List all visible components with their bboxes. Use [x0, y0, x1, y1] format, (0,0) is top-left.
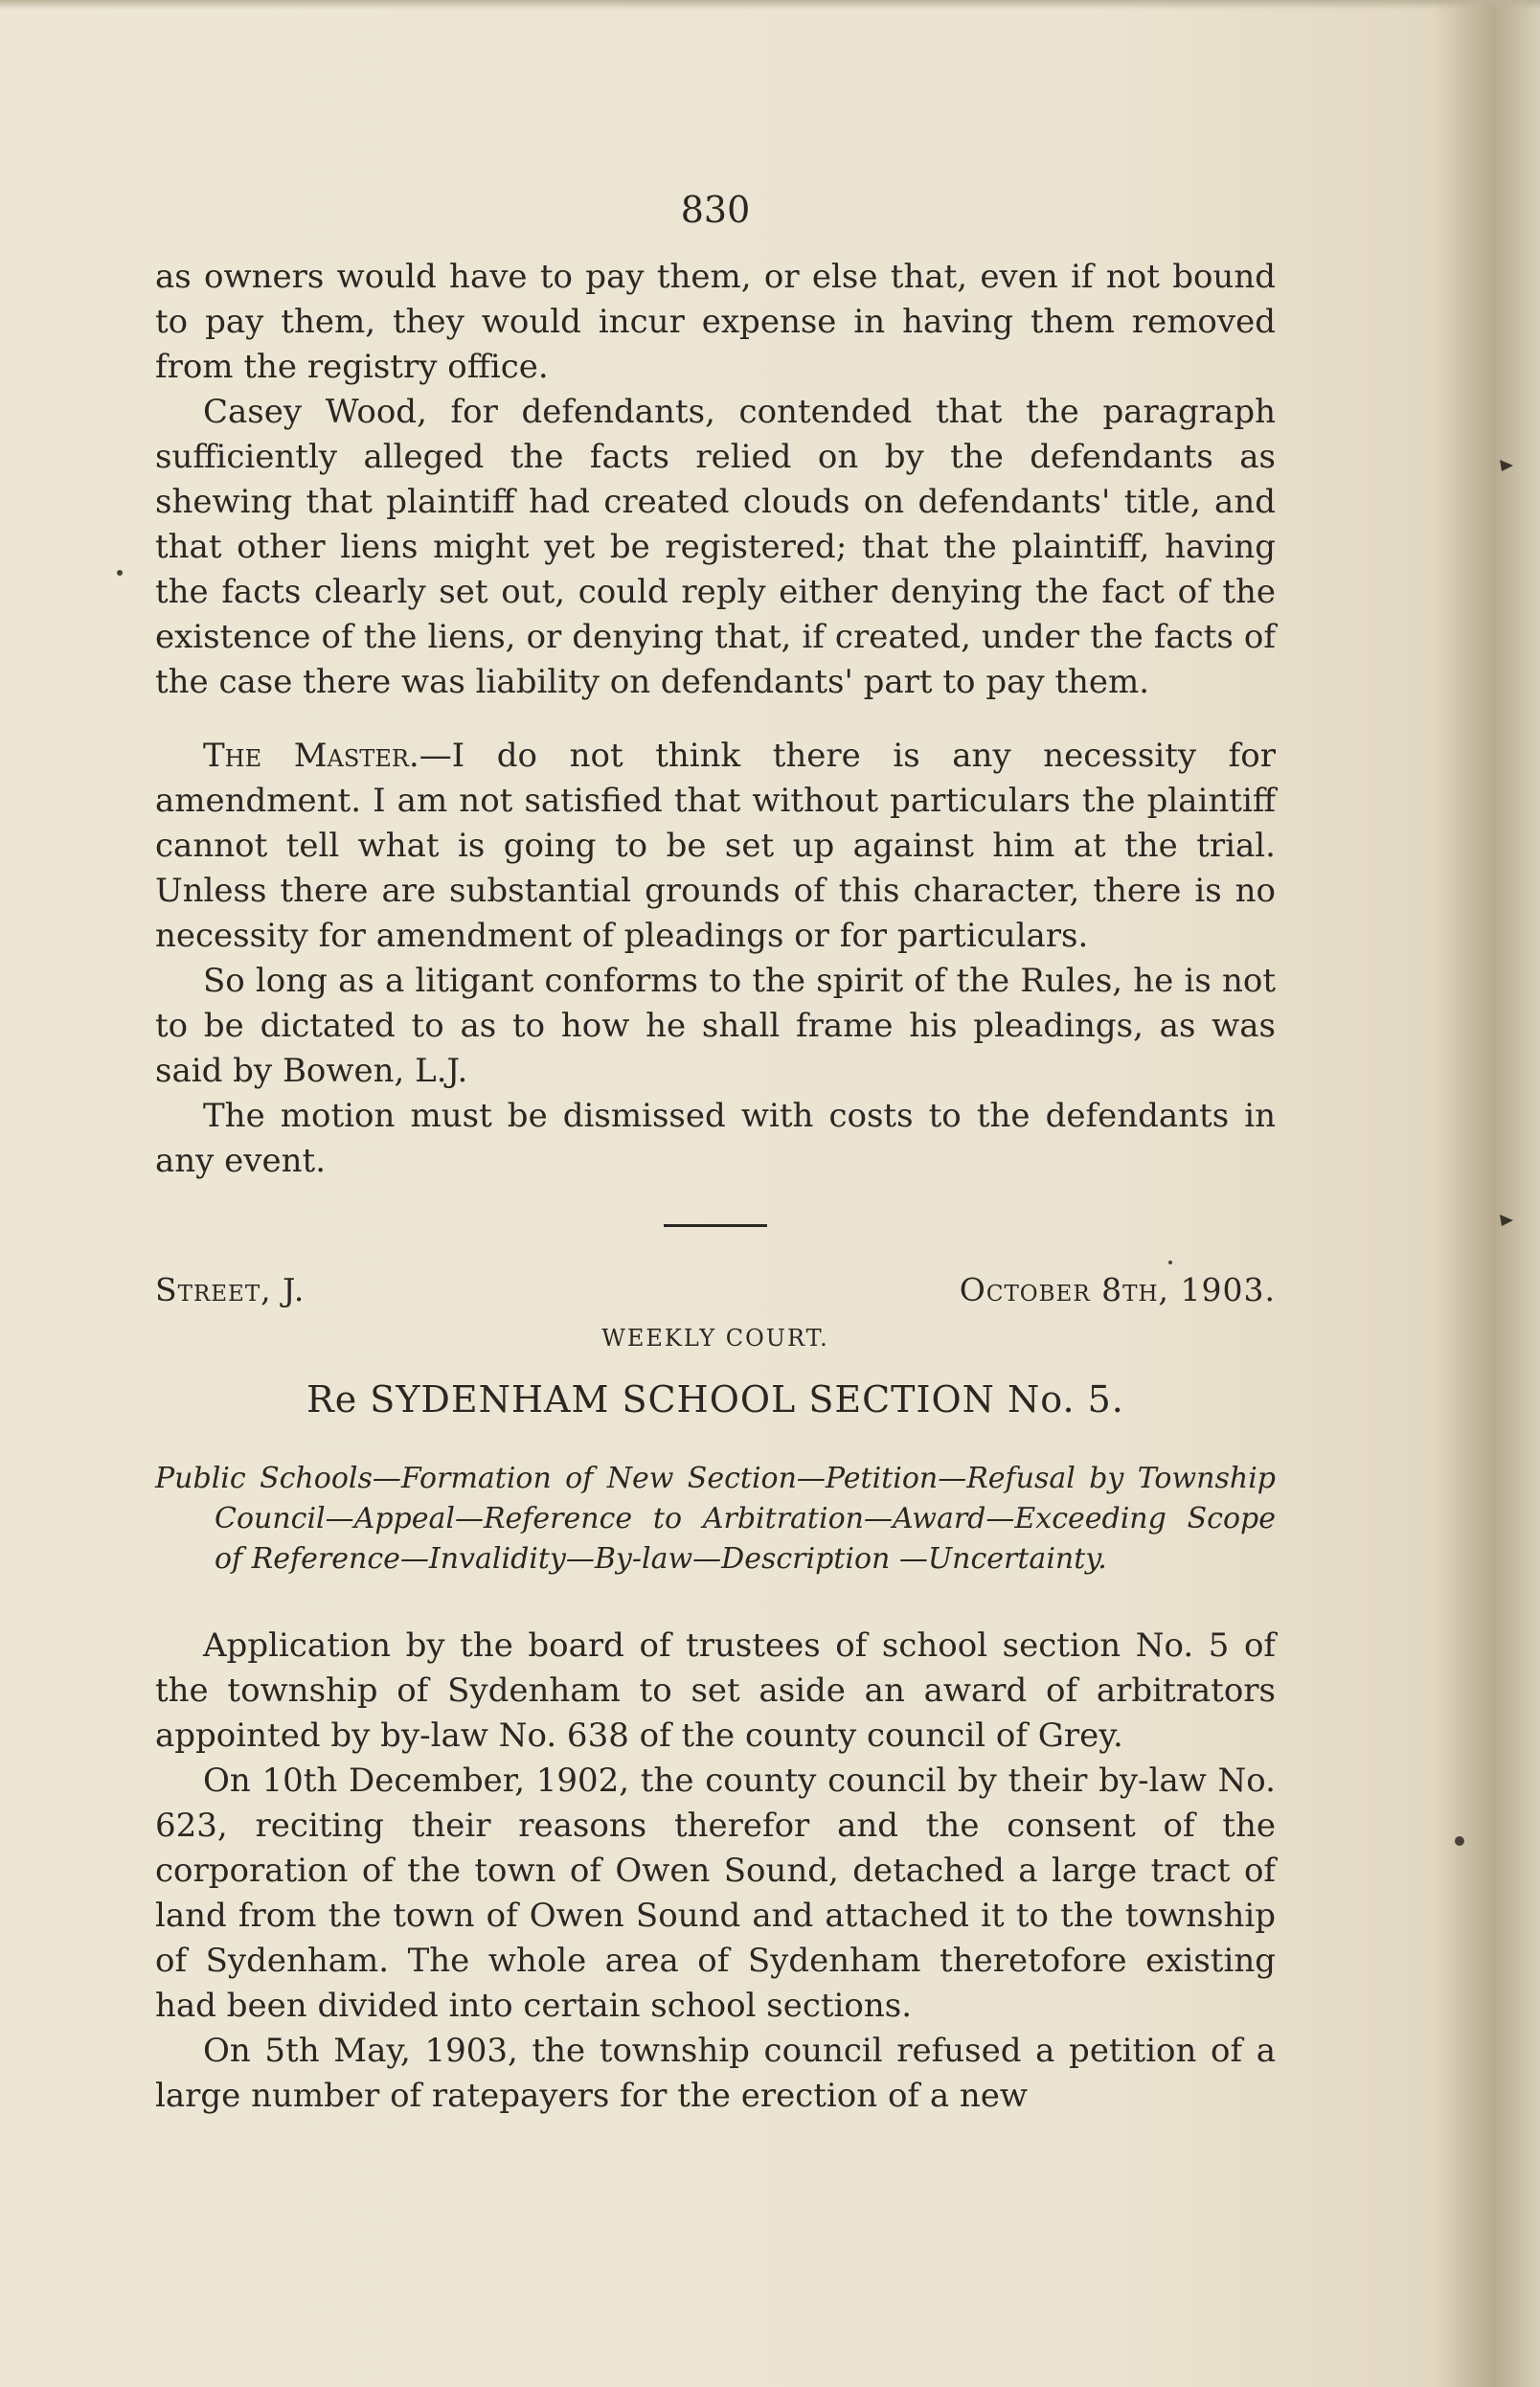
case-dateline	[155, 1269, 1276, 1311]
paragraph-motion-dismissed: The motion must be dismissed with costs to the defendants in any event.	[155, 1097, 1276, 1180]
text-column	[155, 189, 1276, 2119]
paragraph-continued: as owners would have to pay them, or else that, even if not bound to pay them, they would incur expense in having them removed from the registry office.	[155, 258, 1276, 386]
page-top-shadow	[0, 0, 1540, 10]
margin-dot	[117, 570, 123, 576]
judge-name: Street, J.	[155, 1271, 306, 1308]
speaker-name: The Master.	[203, 737, 419, 775]
section-divider	[664, 1224, 767, 1227]
page-number: 830	[680, 189, 751, 231]
paragraph-application: Application by the board of trustees of school section No. 5 of the township of Sydenham to set aside an award of arbitrators appointed by by-law No. 638 of the county council of Grey.	[155, 1626, 1276, 1755]
paragraph-master	[155, 734, 1276, 959]
paragraph-december: On 10th December, 1902, the county council by their by-law No. 623, reciting their reasons therefor and the consent of the corporation of the town of Owen Sound, detached a large tract of land from the town of Owen Sound and attached it to the township of Sydenham. The whole area of Sydenham theretofore existing had been divided into certain school sections.	[155, 1762, 1276, 2025]
margin-dot	[1455, 1836, 1464, 1846]
paragraph-casey-wood: Casey Wood, for defendants, contended that the paragraph sufficiently alleged the facts relied on by the defendants as shewing that plaintiff had created clouds on defendants' title, and that other liens might yet be registered; that the plaintiff, having the facts clearly set out, could reply either denying the fact of the existence of the liens, or denying that, if created, under the facts of the case there was liability on defendants' part to pay them.	[155, 393, 1276, 701]
margin-tick-mark	[1500, 1215, 1513, 1226]
case-date: October 8th, 1903.	[959, 1271, 1276, 1308]
paragraph-gap	[155, 705, 1276, 734]
margin-tick-mark	[1500, 460, 1513, 471]
case-title: Re SYDENHAM SCHOOL SECTION No. 5.	[306, 1378, 1124, 1421]
paragraph-litigant: So long as a litigant conforms to the spirit of the Rules, he is not to be dictated to as to how he shall frame his pleadings, as was said by Bowen, L.J.	[155, 962, 1276, 1090]
master-text: —I do not think there is any necessity for amendment. I am not satisfied that without particulars the plaintiff cannot tell what is going to be set up against him at the trial. Unless there are substantial grounds of this character, there is no necessity for amendment of pleadings or for particulars.	[155, 737, 1276, 955]
case-headnote: Public Schools—Formation of New Section—Petition—Refusal by Township Council—Appeal—Reference to Arbitration—Award—Exceeding Scope of Reference—Invalidity—By-law—Description —Uncertainty.	[155, 1462, 1276, 1576]
court-name: WEEKLY COURT.	[601, 1325, 829, 1352]
paragraph-may: On 5th May, 1903, the township council refused a petition of a large number of ratepayers for the erection of a new	[155, 2032, 1276, 2115]
